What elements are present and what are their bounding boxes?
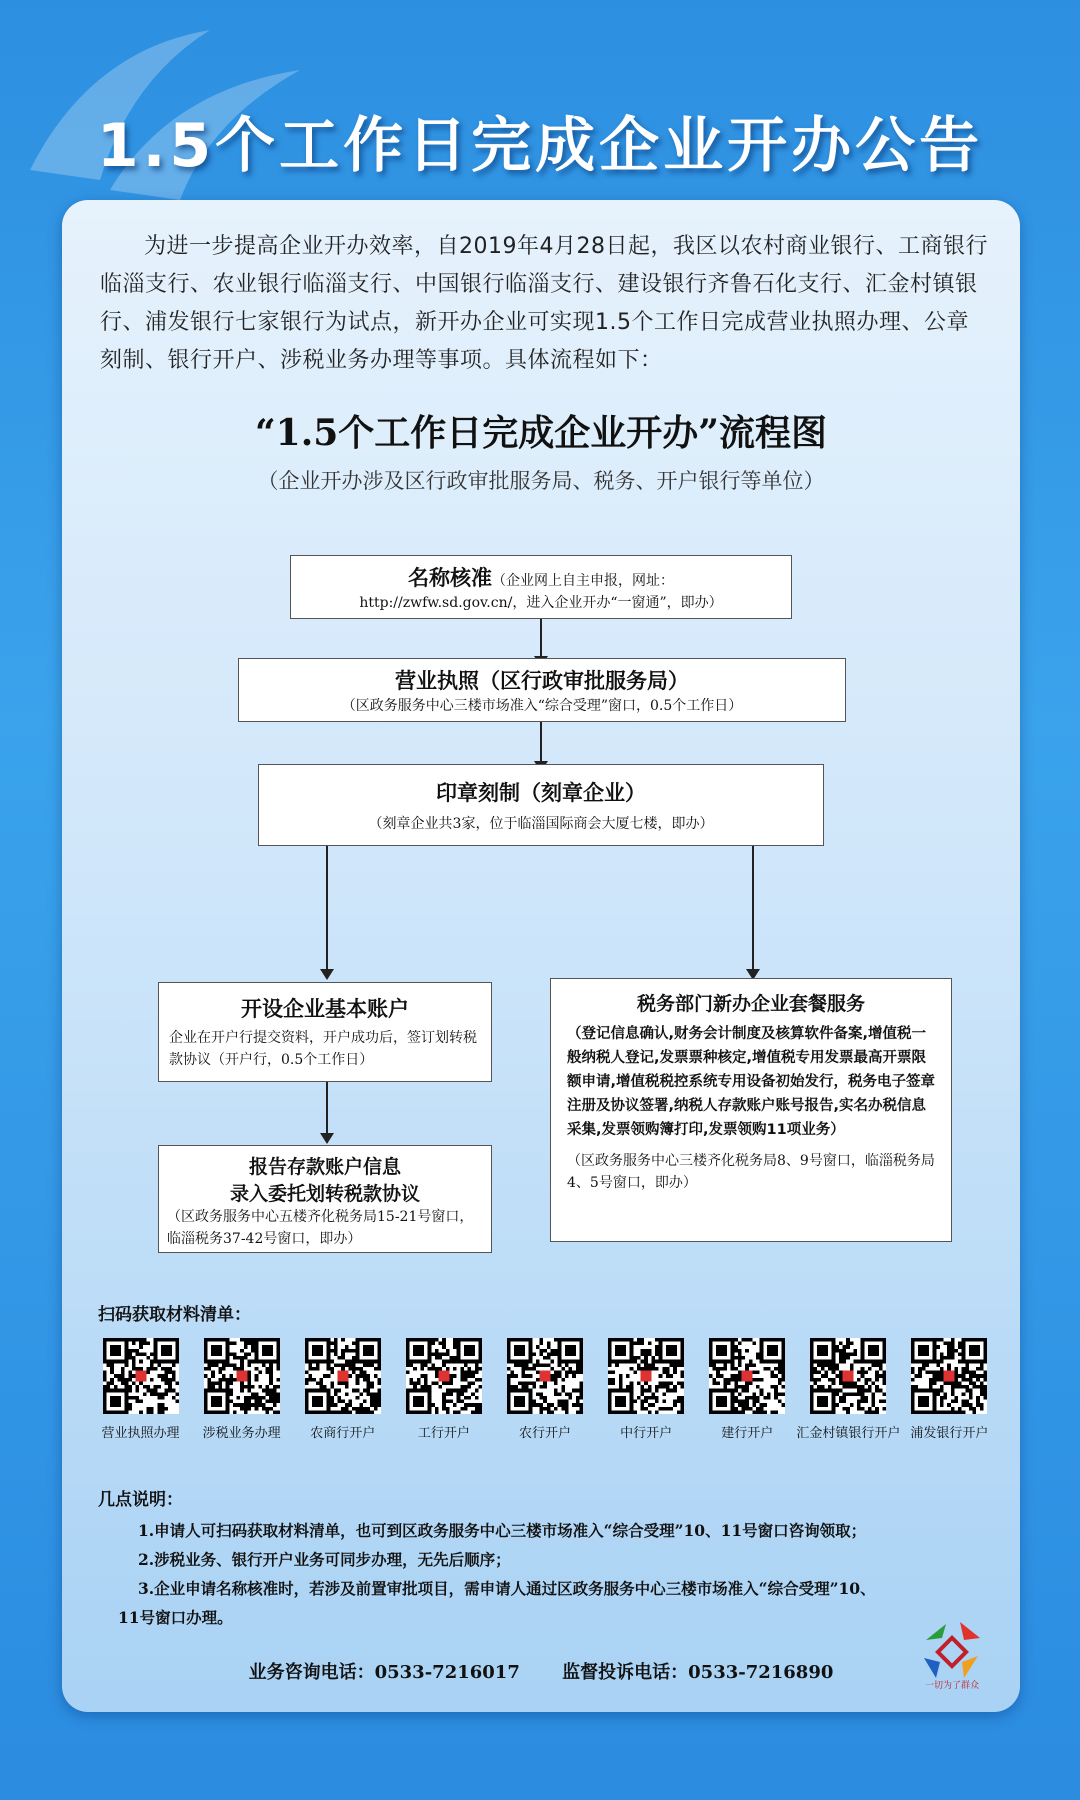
step-seal-heading: 印章刻制 [436, 781, 520, 805]
flowchart-subtitle: （企业开办涉及区行政审批服务局、税务、开户银行等单位） [257, 469, 825, 493]
step-seal-engraving [258, 764, 824, 846]
arrow-3-4 [326, 846, 328, 970]
step-business-license-heading: 营业执照 [395, 669, 479, 693]
service-logo-icon [912, 1612, 992, 1692]
qr-code-row [90, 1338, 1000, 1448]
step-open-account [158, 982, 492, 1082]
step-name-approval-heading: 名称核准 [408, 566, 492, 590]
step-tax-package [550, 978, 952, 1242]
note-1: 1.申请人可扫码获取材料清单，也可到区政务服务中心三楼市场准入“综合受理”10、11号窗口咨询领取； [138, 1521, 867, 1540]
notice-panel [62, 200, 1020, 1712]
qr-code-item[interactable] [404, 1338, 484, 1441]
qr-code-icon[interactable] [406, 1338, 482, 1414]
step-report-heading-2: 录入委托划转税款协议 [229, 1183, 420, 1205]
qr-code-item[interactable] [101, 1338, 181, 1441]
intro-paragraph: 为进一步提高企业开办效率，自2019年4月28日起，我区以农村商业银行、工商银行临淄支行、农业银行临淄支行、中国银行临淄支行、建设银行齐鲁石化支行、汇金村镇银行、浦发银行七家银行为试点，新开办企业可实现1.5个工作日完成营业执照办理、公章刻制、银行开户、涉税业务办理等事项。具体流程如下： [100, 234, 988, 373]
qr-code-icon[interactable] [305, 1338, 381, 1414]
qr-code-label: 中行开户 [620, 1426, 673, 1441]
qr-code-icon[interactable] [608, 1338, 684, 1414]
qr-code-label: 工行开户 [417, 1426, 470, 1441]
step-tax-heading: 税务部门新办企业套餐服务 [636, 993, 865, 1015]
qr-code-icon[interactable] [204, 1338, 280, 1414]
qr-code-label: 农商行开户 [310, 1426, 376, 1441]
qr-code-item[interactable] [707, 1338, 787, 1441]
step-name-approval-url: http://zwfw.sd.gov.cn/，进入企业开办“一窗通”，即办） [359, 595, 723, 611]
arrow-1-2 [540, 619, 542, 657]
qr-code-item[interactable] [202, 1338, 282, 1441]
qr-code-icon[interactable] [103, 1338, 179, 1414]
qr-code-item[interactable] [909, 1338, 989, 1441]
step-report-note: （区政务服务中心五楼齐化税务局15-21号窗口，临淄税务37-42号窗口，即办） [167, 1209, 474, 1247]
consult-phone: 业务咨询电话：0533-7216017 [248, 1662, 520, 1683]
note-3: 3.企业申请名称核准时，若涉及前置审批项目，需申请人通过区政务服务中心三楼市场准入“综合受理”10、 [138, 1579, 876, 1598]
qr-code-label: 营业执照办理 [101, 1426, 180, 1441]
step-seal-paren: （刻章企业） [520, 781, 646, 805]
step-open-account-note: 企业在开户行提交资料，开户成功后，签订划转税款协议（开户行，0.5个工作日） [169, 1030, 477, 1068]
qr-code-icon[interactable] [709, 1338, 785, 1414]
notes-heading: 几点说明： [98, 1490, 183, 1510]
flowchart-title: “1.5个工作日完成企业开办”流程图 [254, 412, 828, 454]
qr-code-label: 浦发银行开户 [910, 1426, 989, 1441]
contact-phones [62, 1658, 1020, 1684]
step-business-license [238, 658, 846, 722]
note-2: 2.涉税业务、银行开户业务可同步办理，无先后顺序； [138, 1550, 511, 1569]
step-open-account-heading: 开设企业基本账户 [241, 997, 409, 1021]
qr-code-label: 汇金村镇银行开户 [796, 1426, 901, 1441]
qr-code-label: 农行开户 [518, 1426, 571, 1441]
qr-code-item[interactable] [796, 1338, 901, 1441]
step-report-heading-1: 报告存款账户信息 [248, 1156, 401, 1178]
qr-code-icon[interactable] [911, 1338, 987, 1414]
qr-code-label: 涉税业务办理 [202, 1426, 281, 1441]
qr-code-icon[interactable] [810, 1338, 886, 1414]
arrow-3-6 [752, 846, 754, 970]
complaint-phone: 监督投诉电话：0533-7216890 [562, 1662, 834, 1683]
qr-heading: 扫码获取材料清单： [98, 1305, 251, 1325]
step-seal-note: （刻章企业共3家，位于临淄国际商会大厦七楼，即办） [368, 816, 714, 832]
logo-slogan: 一切为了群众 [924, 1681, 980, 1691]
step-business-license-paren: （区行政审批服务局） [479, 669, 689, 693]
step-name-approval-paren: （企业网上自主申报，网址： [492, 573, 674, 589]
arrow-4-5 [326, 1082, 328, 1134]
step-name-approval [290, 555, 792, 619]
qr-code-item[interactable] [505, 1338, 585, 1441]
arrow-2-3 [540, 722, 542, 762]
notes-list [118, 1516, 998, 1632]
step-tax-note: （区政务服务中心三楼齐化税务局8、9号窗口，临淄税务局4、5号窗口，即办） [567, 1153, 935, 1191]
page-title: 1.5个工作日完成企业开办公告 [96, 111, 984, 181]
qr-code-item[interactable] [606, 1338, 686, 1441]
qr-code-label: 建行开户 [721, 1426, 774, 1441]
qr-code-icon[interactable] [507, 1338, 583, 1414]
step-report-account [158, 1145, 492, 1253]
step-tax-detail: （登记信息确认,财务会计制度及核算软件备案,增值税一般纳税人登记,发票票种核定,增值税专用发票最高开票限额申请,增值税税控系统专用设备初始发行，税务电子签章注册及协议签署,纳税人存款账户账号报告,实名办税信息采集,发票领购簿打印,发票领购11项业务） [567, 1026, 936, 1138]
step-business-license-note: （区政务服务中心三楼市场准入“综合受理”窗口，0.5个工作日） [341, 698, 743, 714]
note-3-cont: 11号窗口办理。 [118, 1608, 233, 1627]
qr-code-item[interactable] [303, 1338, 383, 1441]
